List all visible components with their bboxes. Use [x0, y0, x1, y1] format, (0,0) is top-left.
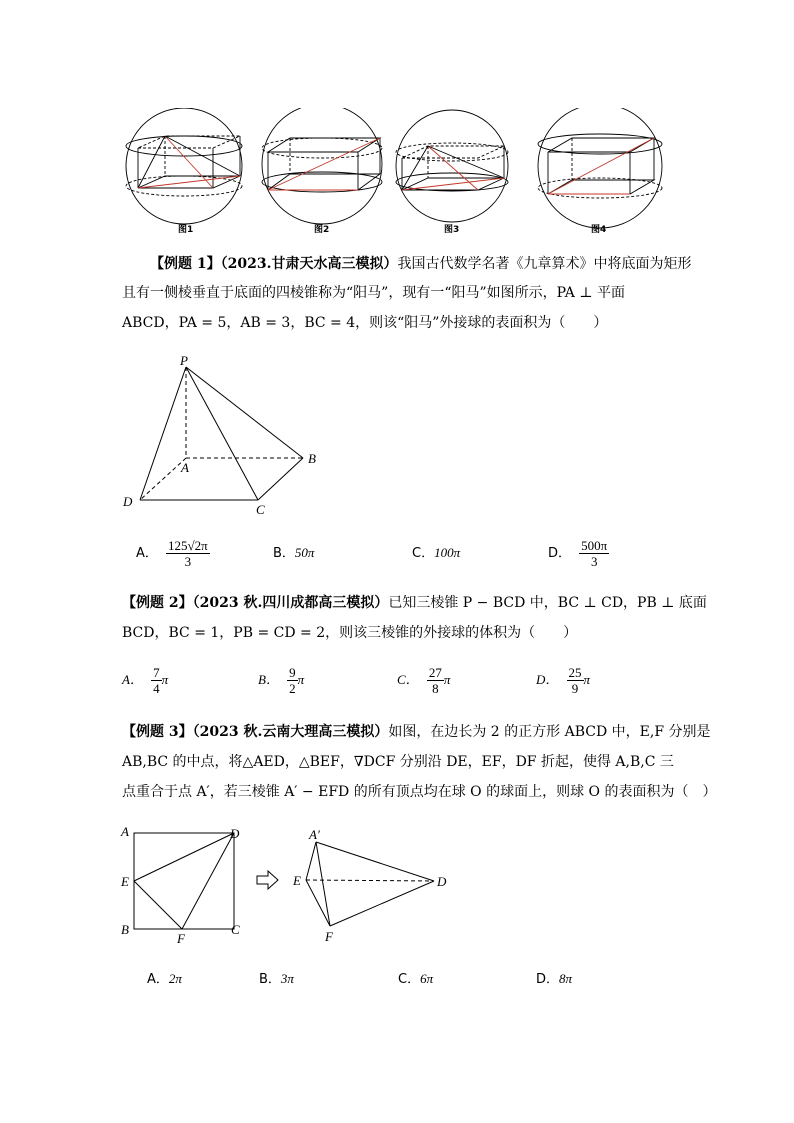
ex1-option-b[interactable]: B．50π [273, 545, 315, 561]
ex1-option-d-num: 500π [581, 538, 608, 553]
figure-caption-1: 图1 [178, 225, 194, 235]
yangma-pyramid-figure [118, 350, 328, 520]
ex1-tag: 【例题 1】 [150, 256, 221, 272]
fold-label-E: E [293, 873, 301, 888]
ex2-option-a[interactable]: A． $\frac{7}{4}$ π [122, 665, 169, 696]
figure-caption-3: 图3 [444, 225, 460, 235]
fold-label-Aprime: A′ [309, 827, 320, 842]
square-fold-figure [116, 822, 456, 948]
label-C: C [256, 502, 265, 517]
ex2-line2: BCD，BC = 1，PB = CD = 2，则该三棱锥的外接球的体积为（ ） [122, 625, 578, 641]
label-A: A [181, 460, 189, 475]
sphere-figures [118, 108, 678, 236]
ex2-source: （2023 秋.四川成都高三模拟） [192, 595, 389, 611]
ex2-line1 [122, 593, 707, 613]
ex1-option-a[interactable]: A． $\frac{125√2\pi}{3}$ [136, 538, 208, 569]
ex3-line1 [122, 722, 711, 742]
ex3-option-b[interactable]: B．3π [259, 971, 294, 987]
ex2-option-c[interactable]: C． $\frac{27}{8}$ π [397, 665, 451, 696]
figure-caption-2: 图2 [314, 225, 330, 235]
ex3-tag: 【例题 3】 [122, 724, 193, 740]
sq-label-C: C [231, 922, 240, 937]
ex3-line3: 点重合于点 A′，若三棱锥 A′ − EFD 的所有顶点均在球 O 的球面上，则球 O 的表面积为（ ） [122, 784, 717, 800]
ex3-line2: AB,BC 的中点，将△AED，△BEF，∇DCF 分别沿 DE，EF，DF 折起，使得 A,B,C 三 [122, 754, 674, 770]
figure-caption-4: 图4 [591, 225, 607, 235]
ex3-source: （2023 秋.云南大理高三模拟） [192, 724, 389, 740]
ex2-text-1: 已知三棱锥 P − BCD 中，BC ⊥ CD，PB ⊥ 底面 [388, 595, 707, 611]
ex3-option-d[interactable]: D．8π [536, 971, 573, 987]
label-B: B [308, 451, 316, 466]
label-P: P [180, 353, 188, 368]
sq-label-E: E [121, 874, 129, 889]
ex1-source: （2023.甘肃天水高三模拟） [220, 256, 398, 272]
label-D: D [123, 494, 133, 509]
ex1-option-d[interactable]: D． $\frac{500\pi}{3}$ [548, 538, 608, 569]
fold-label-F: F [325, 929, 333, 944]
sq-label-F: F [177, 931, 185, 946]
ex1-line1 [150, 254, 710, 274]
sq-label-B: B [121, 922, 129, 937]
sq-label-D: D [230, 826, 240, 841]
ex2-option-b[interactable]: B． $\frac{9}{2}$ π [258, 665, 305, 696]
ex1-option-c[interactable]: C．100π [412, 545, 461, 561]
fold-label-D: D [437, 874, 447, 889]
ex1-text-1: 我国古代数学名著《九章算术》中将底面为矩形 [397, 256, 692, 272]
ex1-line2: 且有一侧棱垂直于底面的四棱锥称为“阳马”，现有一“阳马”如图所示，PA ⊥ 平面 [122, 285, 625, 301]
ex1-line3: ABCD，PA = 5，AB = 3，BC = 4，则该“阳马”外接球的表面积为（ ） [122, 315, 608, 331]
ex1-option-a-num: 125√2π [168, 538, 208, 553]
ex3-text-1: 如图，在边长为 2 的正方形 ABCD 中，E,F 分别是 [388, 724, 711, 740]
ex2-option-d[interactable]: D． $\frac{25}{9}$ π [536, 665, 591, 696]
ex2-tag: 【例题 2】 [122, 595, 193, 611]
ex3-option-a[interactable]: A．2π [147, 971, 182, 987]
sq-label-A: A [121, 824, 129, 839]
ex1-option-d-den: 3 [590, 554, 598, 569]
ex3-option-c[interactable]: C．6π [398, 971, 434, 987]
ex1-option-a-den: 3 [184, 554, 192, 569]
